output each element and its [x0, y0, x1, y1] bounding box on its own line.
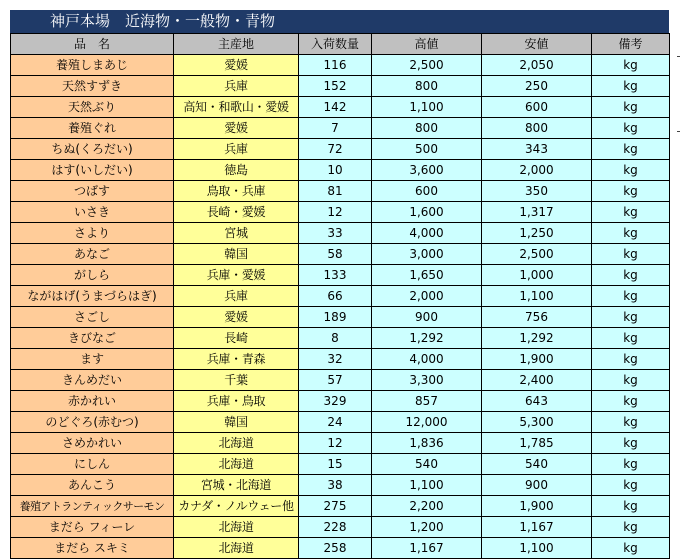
cell-origin: 韓国 [174, 412, 299, 433]
cell-low-price: 1,100 [482, 286, 592, 307]
cell-origin: 北海道 [174, 433, 299, 454]
cell-low-price: 800 [482, 118, 592, 139]
cell-low-price: 2,050 [482, 55, 592, 76]
cell-name: ながはげ(うまづらはぎ) [11, 286, 174, 307]
cell-quantity: 116 [299, 55, 372, 76]
cell-name: いさき [11, 202, 174, 223]
table-row [11, 307, 670, 328]
cell-high-price: 4,000 [372, 349, 482, 370]
cell-unit: kg [592, 181, 670, 202]
cell-quantity: 228 [299, 517, 372, 538]
cell-high-price: 500 [372, 139, 482, 160]
cell-unit: kg [592, 265, 670, 286]
cell-name: さめかれい [11, 433, 174, 454]
table-row [11, 454, 670, 475]
cell-unit: kg [592, 412, 670, 433]
cell-unit: kg [592, 286, 670, 307]
cell-high-price: 1,167 [372, 538, 482, 559]
cell-low-price: 1,900 [482, 496, 592, 517]
cell-unit: kg [592, 328, 670, 349]
cell-high-price: 3,000 [372, 244, 482, 265]
cell-high-price: 540 [372, 454, 482, 475]
table-row [11, 97, 670, 118]
cell-quantity: 275 [299, 496, 372, 517]
table-row [11, 517, 670, 538]
cell-quantity: 7 [299, 118, 372, 139]
cell-high-price: 800 [372, 76, 482, 97]
cell-high-price: 2,500 [372, 55, 482, 76]
cell-low-price: 343 [482, 139, 592, 160]
cell-origin: 鳥取・兵庫 [174, 181, 299, 202]
table-row [11, 391, 670, 412]
cell-high-price: 1,200 [372, 517, 482, 538]
cell-name: きんめだい [11, 370, 174, 391]
cell-origin: 長崎・愛媛 [174, 202, 299, 223]
cell-unit: kg [592, 433, 670, 454]
cell-low-price: 1,900 [482, 349, 592, 370]
cell-quantity: 12 [299, 433, 372, 454]
cell-unit: kg [592, 244, 670, 265]
cell-high-price: 12,000 [372, 412, 482, 433]
cell-low-price: 2,000 [482, 160, 592, 181]
cell-high-price: 800 [372, 118, 482, 139]
cell-unit: kg [592, 391, 670, 412]
cell-name: きびなご [11, 328, 174, 349]
cell-origin: 兵庫 [174, 76, 299, 97]
cell-name: ます [11, 349, 174, 370]
table-row [11, 412, 670, 433]
cell-unit: kg [592, 538, 670, 559]
cell-origin: 兵庫 [174, 139, 299, 160]
table-row [11, 496, 670, 517]
cell-unit: kg [592, 139, 670, 160]
table-row [11, 244, 670, 265]
cell-name: さごし [11, 307, 174, 328]
cell-quantity: 66 [299, 286, 372, 307]
cell-origin: 兵庫 [174, 286, 299, 307]
cell-low-price: 756 [482, 307, 592, 328]
header-quantity: 入荷数量 [299, 34, 372, 55]
cell-unit: kg [592, 454, 670, 475]
cell-name: つばす [11, 181, 174, 202]
cell-unit: kg [592, 223, 670, 244]
header-low-price: 安値 [482, 34, 592, 55]
cell-quantity: 10 [299, 160, 372, 181]
cell-high-price: 2,000 [372, 286, 482, 307]
cell-origin: 北海道 [174, 517, 299, 538]
margin-tick [677, 131, 680, 132]
cell-origin: 宮城 [174, 223, 299, 244]
cell-unit: kg [592, 517, 670, 538]
cell-quantity: 329 [299, 391, 372, 412]
header-remarks: 備考 [592, 34, 670, 55]
cell-unit: kg [592, 349, 670, 370]
cell-quantity: 24 [299, 412, 372, 433]
cell-low-price: 1,000 [482, 265, 592, 286]
cell-quantity: 32 [299, 349, 372, 370]
cell-name: はす(いしだい) [11, 160, 174, 181]
cell-origin: 兵庫・青森 [174, 349, 299, 370]
cell-quantity: 15 [299, 454, 372, 475]
cell-low-price: 2,500 [482, 244, 592, 265]
table-row [11, 433, 670, 454]
cell-low-price: 1,785 [482, 433, 592, 454]
cell-unit: kg [592, 55, 670, 76]
cell-quantity: 38 [299, 475, 372, 496]
cell-name: 天然ぶり [11, 97, 174, 118]
cell-unit: kg [592, 118, 670, 139]
cell-low-price: 600 [482, 97, 592, 118]
table-row [11, 76, 670, 97]
cell-origin: 愛媛 [174, 307, 299, 328]
cell-unit: kg [592, 475, 670, 496]
cell-high-price: 857 [372, 391, 482, 412]
cell-origin: 北海道 [174, 454, 299, 475]
cell-name: 養殖しまあじ [11, 55, 174, 76]
cell-origin: 徳島 [174, 160, 299, 181]
cell-name: のどぐろ(赤むつ) [11, 412, 174, 433]
cell-quantity: 142 [299, 97, 372, 118]
cell-origin: 長崎 [174, 328, 299, 349]
table-row [11, 538, 670, 559]
cell-name: 養殖ぐれ [11, 118, 174, 139]
cell-name: あなご [11, 244, 174, 265]
table-row [11, 160, 670, 181]
header-name: 品 名 [11, 34, 174, 55]
cell-quantity: 72 [299, 139, 372, 160]
cell-low-price: 350 [482, 181, 592, 202]
cell-name: にしん [11, 454, 174, 475]
cell-origin: 愛媛 [174, 118, 299, 139]
cell-unit: kg [592, 97, 670, 118]
cell-origin: カナダ・ノルウェー他 [174, 496, 299, 517]
cell-low-price: 900 [482, 475, 592, 496]
cell-quantity: 57 [299, 370, 372, 391]
cell-quantity: 8 [299, 328, 372, 349]
cell-origin: 兵庫・愛媛 [174, 265, 299, 286]
cell-high-price: 4,000 [372, 223, 482, 244]
cell-high-price: 3,600 [372, 160, 482, 181]
cell-origin: 千葉 [174, 370, 299, 391]
cell-name: がしら [11, 265, 174, 286]
cell-name: 赤かれい [11, 391, 174, 412]
header-high-price: 高値 [372, 34, 482, 55]
cell-high-price: 1,100 [372, 97, 482, 118]
cell-quantity: 58 [299, 244, 372, 265]
cell-high-price: 600 [372, 181, 482, 202]
cell-unit: kg [592, 496, 670, 517]
cell-high-price: 3,300 [372, 370, 482, 391]
cell-quantity: 189 [299, 307, 372, 328]
cell-high-price: 1,836 [372, 433, 482, 454]
cell-name: まだら スキミ [11, 538, 174, 559]
cell-low-price: 1,250 [482, 223, 592, 244]
cell-unit: kg [592, 202, 670, 223]
cell-origin: 宮城・北海道 [174, 475, 299, 496]
table-row [11, 328, 670, 349]
cell-origin: 北海道 [174, 538, 299, 559]
table-row [11, 349, 670, 370]
cell-low-price: 643 [482, 391, 592, 412]
cell-high-price: 1,100 [372, 475, 482, 496]
cell-quantity: 33 [299, 223, 372, 244]
table-row [11, 370, 670, 391]
cell-low-price: 250 [482, 76, 592, 97]
cell-low-price: 1,100 [482, 538, 592, 559]
cell-high-price: 2,200 [372, 496, 482, 517]
table-row [11, 475, 670, 496]
cell-name: さより [11, 223, 174, 244]
cell-unit: kg [592, 160, 670, 181]
table-row [11, 55, 670, 76]
cell-unit: kg [592, 307, 670, 328]
cell-high-price: 900 [372, 307, 482, 328]
cell-name: まだら フィーレ [11, 517, 174, 538]
header-row [11, 34, 670, 55]
cell-low-price: 1,292 [482, 328, 592, 349]
cell-origin: 愛媛 [174, 55, 299, 76]
cell-name: 養殖アトランティックサーモン [11, 496, 174, 517]
cell-name: あんこう [11, 475, 174, 496]
cell-low-price: 540 [482, 454, 592, 475]
cell-unit: kg [592, 76, 670, 97]
cell-name: ちぬ(くろだい) [11, 139, 174, 160]
table-row [11, 118, 670, 139]
cell-low-price: 1,317 [482, 202, 592, 223]
cell-low-price: 2,400 [482, 370, 592, 391]
table-row [11, 202, 670, 223]
price-sheet [10, 10, 669, 559]
table-row [11, 286, 670, 307]
table-row [11, 181, 670, 202]
cell-high-price: 1,650 [372, 265, 482, 286]
cell-quantity: 12 [299, 202, 372, 223]
cell-low-price: 1,167 [482, 517, 592, 538]
sheet-title: 神戸本場 近海物・一般物・青物 [10, 10, 669, 33]
table-row [11, 223, 670, 244]
cell-quantity: 81 [299, 181, 372, 202]
cell-high-price: 1,600 [372, 202, 482, 223]
cell-quantity: 258 [299, 538, 372, 559]
cell-name: 天然すずき [11, 76, 174, 97]
table-row [11, 139, 670, 160]
cell-unit: kg [592, 370, 670, 391]
price-table [10, 33, 670, 559]
cell-origin: 兵庫・鳥取 [174, 391, 299, 412]
cell-origin: 韓国 [174, 244, 299, 265]
margin-tick [677, 56, 680, 57]
header-origin: 主産地 [174, 34, 299, 55]
table-row [11, 265, 670, 286]
cell-high-price: 1,292 [372, 328, 482, 349]
cell-low-price: 5,300 [482, 412, 592, 433]
cell-quantity: 133 [299, 265, 372, 286]
cell-origin: 高知・和歌山・愛媛 [174, 97, 299, 118]
cell-quantity: 152 [299, 76, 372, 97]
